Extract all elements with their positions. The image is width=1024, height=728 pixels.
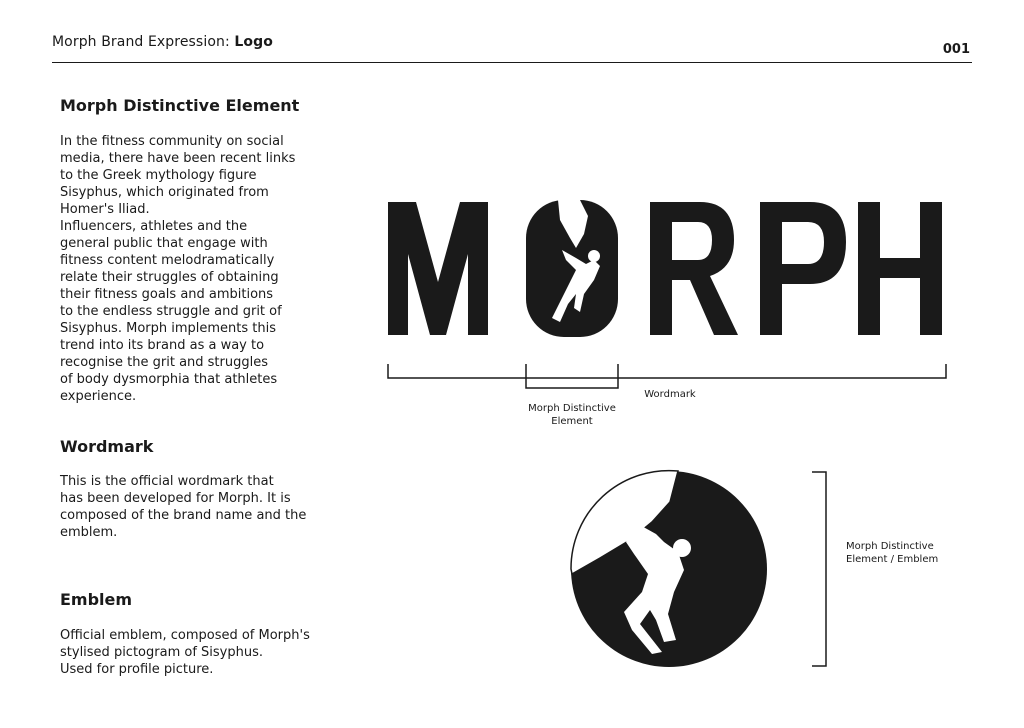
wordmark-letter-r <box>650 202 738 335</box>
page-title <box>52 34 273 50</box>
morph-wordmark <box>380 190 960 350</box>
wordmark-letter-m <box>388 202 488 335</box>
section-body-emblem: Official emblem, composed of Morph's stylised pictogram of Sisyphus. Used for profile picture. <box>60 628 310 677</box>
wordmark-letter-h <box>858 202 942 335</box>
section-title-distinctive: Morph Distinctive Element <box>60 96 300 115</box>
emblem-icon <box>560 462 780 677</box>
wordmark-label: Wordmark <box>644 389 696 400</box>
section-body-distinctive: In the fitness community on social media, there have been recent links to the Greek mythology figure Sisyphus, which originated from Homer's Iliad. Influencers, athletes and the general public that engage with fitness content melodramatically relate their struggles of obtaining their fitness goals and ambitions to the endless struggle and grit of Sisyphus. Morph implements this trend into its brand as a way to recognise the grit and struggles of body dysmorphia that athletes experience. <box>60 134 296 404</box>
page-number: 001 <box>942 42 970 57</box>
page-title-prefix: Morph Brand Expression: <box>52 34 235 50</box>
page-title-bold: Logo <box>234 34 273 50</box>
wordmark-letter-p <box>760 202 846 335</box>
section-title-emblem: Emblem <box>60 590 133 609</box>
emblem-label: Morph Distinctive Element / Emblem <box>846 541 939 565</box>
distinctive-element-label: Morph Distinctive Element <box>528 403 616 427</box>
header-divider <box>52 62 972 63</box>
section-title-wordmark: Wordmark <box>60 437 154 456</box>
section-body-wordmark: This is the official wordmark that has been developed for Morph. It is composed of the brand name and the emblem. <box>60 474 307 540</box>
emblem-bracket <box>808 470 832 670</box>
distinctive-element-icon <box>526 200 618 337</box>
